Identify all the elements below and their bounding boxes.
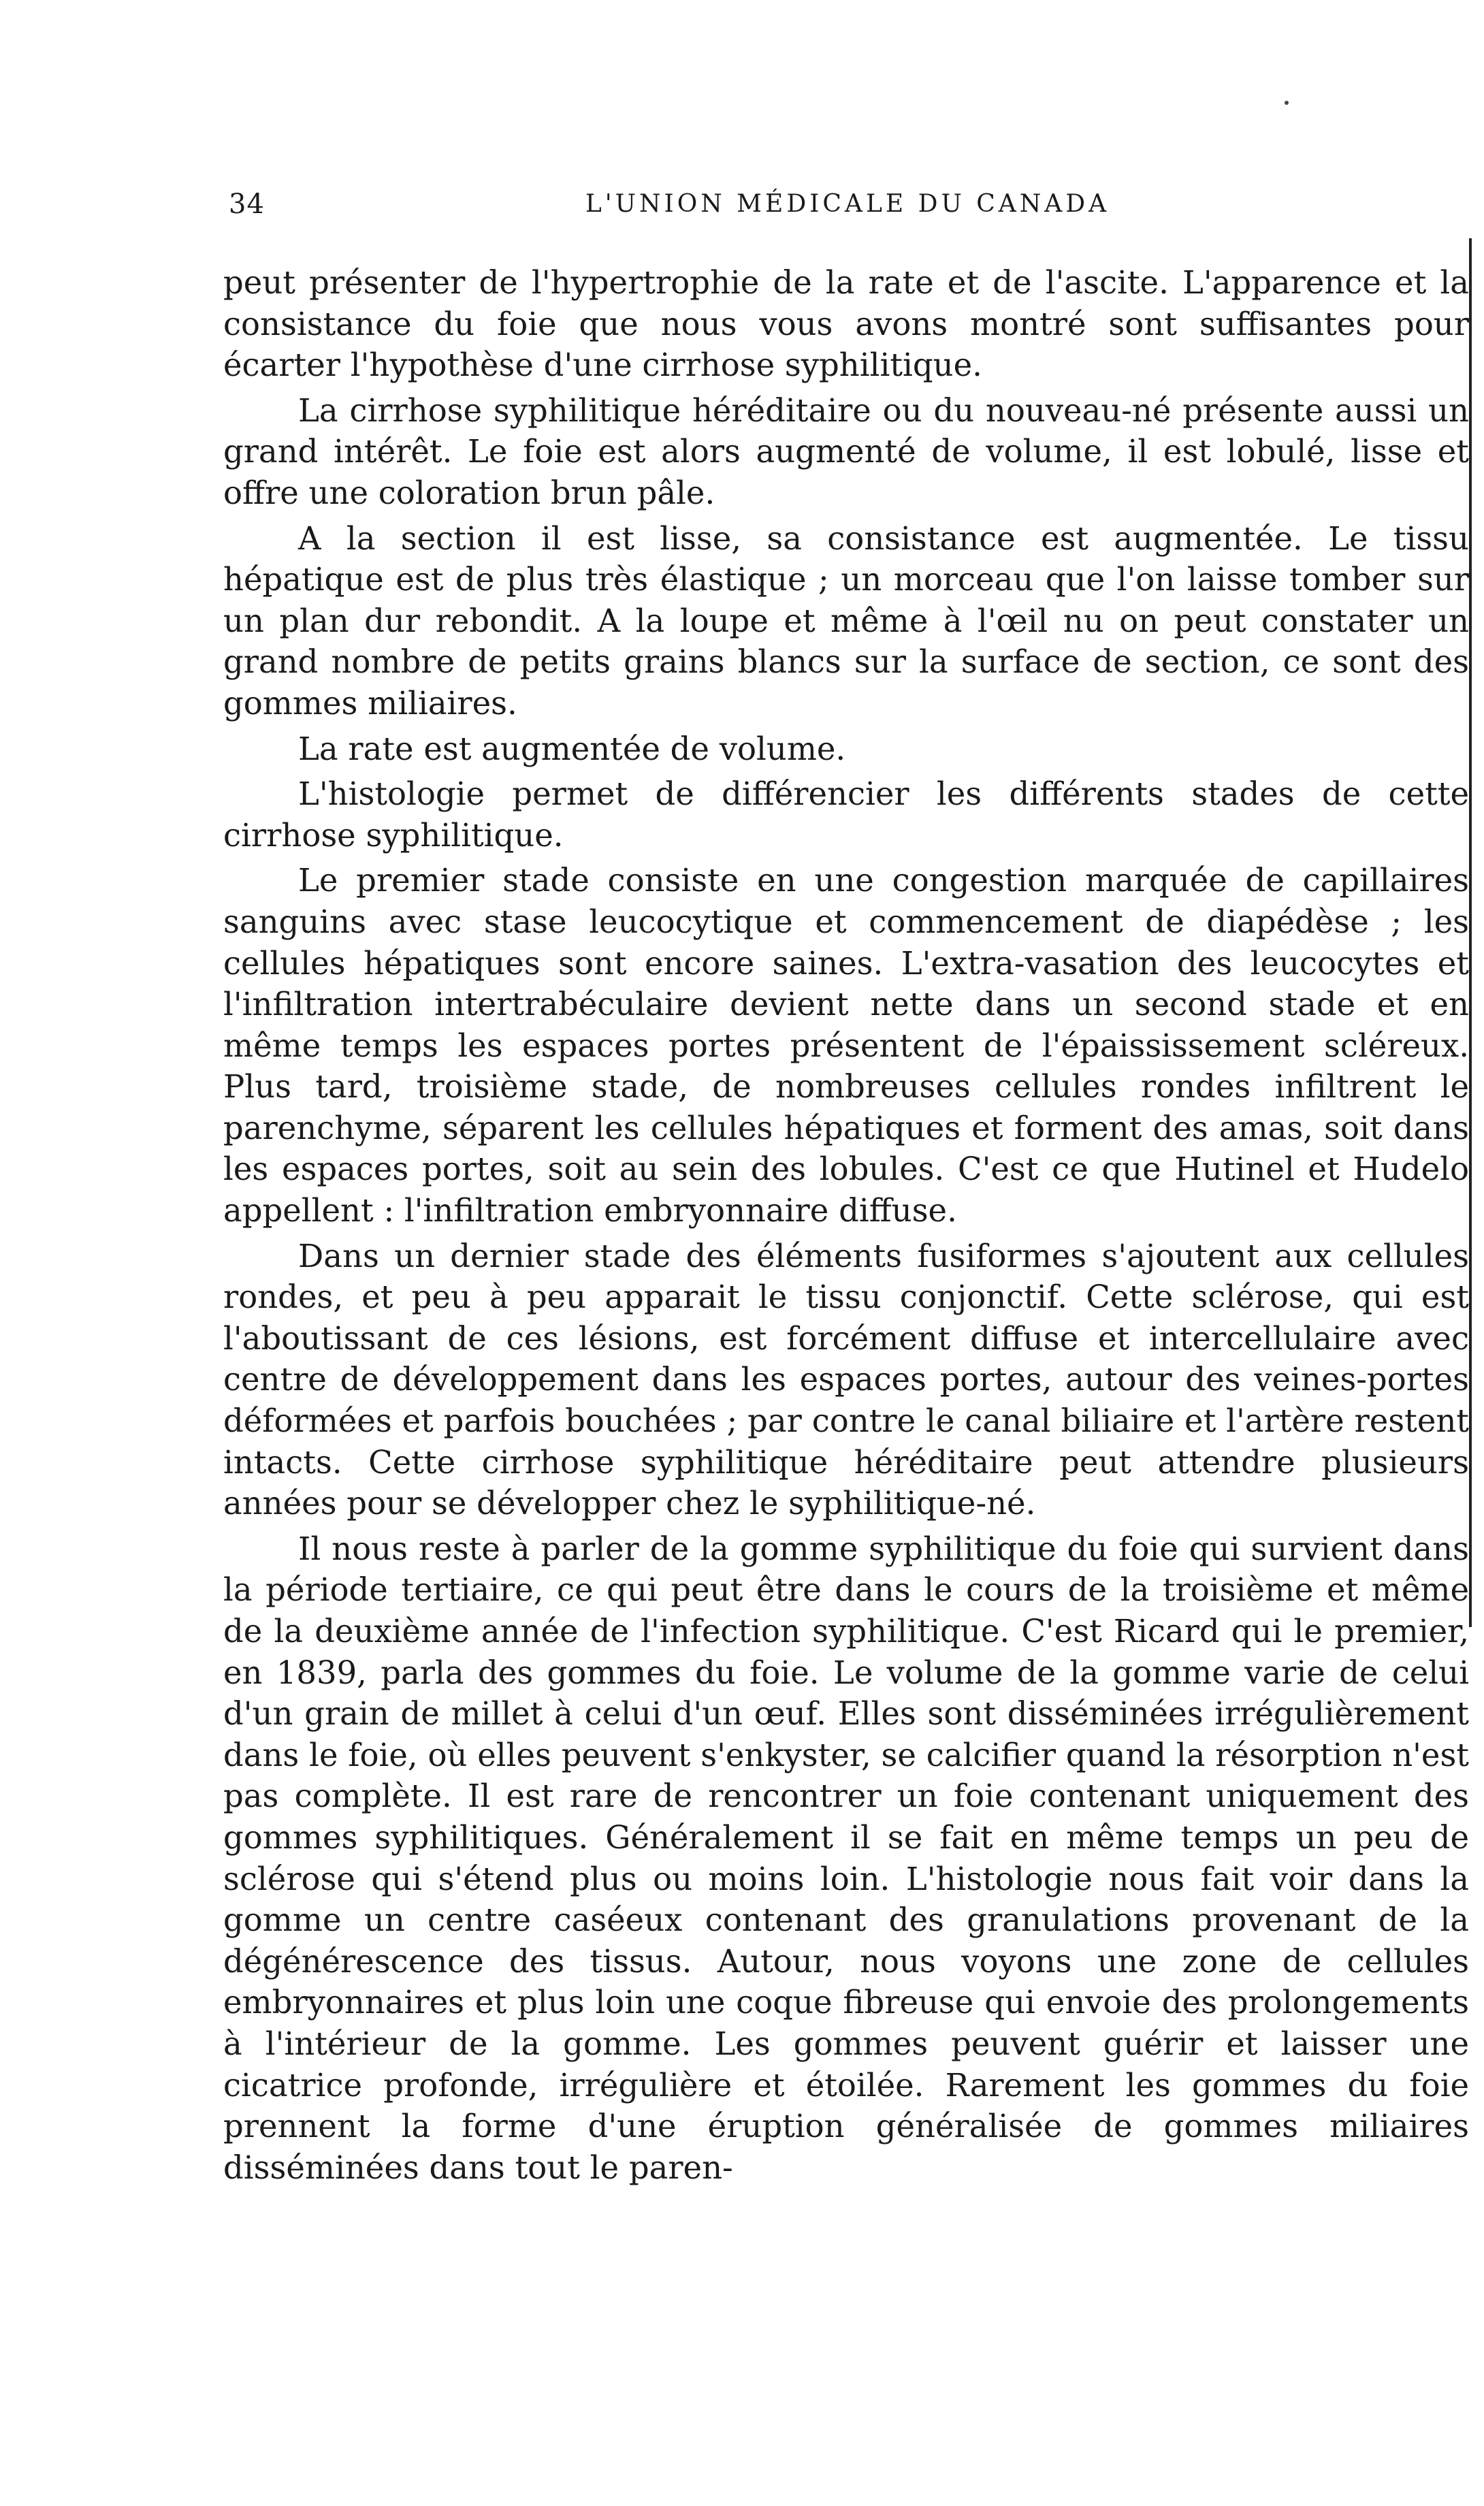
running-title: L'UNION MÉDICALE DU CANADA xyxy=(585,190,1110,218)
print-speck xyxy=(1285,101,1289,105)
paragraph: La cirrhose syphilitique héréditaire ou du nouveau-né présente aussi un grand intérêt. Le foie est alors augmenté de volume, il est lobulé, lisse et offre une coloration brun pâle. xyxy=(223,391,1469,511)
paragraph: Dans un dernier stade des éléments fusiformes s'ajoutent aux cellules rondes, et peu à peu apparait le tissu conjonctif. Cette sclérose, qui est l'aboutissant de ces lésions, est forcément diffuse et intercellulaire avec centre de développement dans les espaces portes, autour des veines-portes déformées et parfois bouchées ; par contre le canal biliaire et l'artère restent intacts. Cette cirrhose syphilitique héréditaire peut attendre plusieurs années pour se développer chez le syphilitique-né. xyxy=(223,1237,1469,1522)
paragraph: Le premier stade consiste en une congestion marquée de capillaires sanguins avec stase leucocytique et commencement de diapédèse ; les cellules hépatiques sont encore saines. L'extra-vasation des leucocytes et l'infiltration intertrabéculaire devient nette dans un second stade et en même temps les espaces portes présentent de l'épaississement scléreux. Plus tard, troisième stade, de nombreuses cellules rondes infiltrent le parenchyme, séparent les cellules hépatiques et forment des amas, soit dans les espaces portes, soit au sein des lobules. C'est ce que Hutinel et Hudelo appellent : l'infiltration embryonnaire diffuse. xyxy=(223,862,1469,1230)
page-header xyxy=(229,184,1466,225)
margin-rule xyxy=(1469,238,1472,1627)
paragraph: peut présenter de l'hypertrophie de la rate et de l'ascite. L'apparence et la consistance du foie que nous vous avons montré sont suffisantes pour écarter l'hypothèse d'une cirrhose syphilitique. xyxy=(223,264,1469,384)
paragraph: La rate est augmentée de volume. xyxy=(298,730,846,767)
paragraph: A la section il est lisse, sa consistance est augmentée. Le tissu hépatique est de plus très élastique ; un morceau que l'on laisse tomber sur un plan dur rebondit. A la loupe et même à l'œil nu on peut constater un grand nombre de petits grains blancs sur la surface de section, ce sont des gommes miliaires. xyxy=(223,519,1469,722)
page-number: 34 xyxy=(229,189,265,220)
body-text xyxy=(223,262,1469,2188)
paragraph: L'histologie permet de différencier les différents stades de cette cirrhose syphilitique. xyxy=(223,775,1469,854)
paragraph: Il nous reste à parler de la gomme syphilitique du foie qui survient dans la période tertiaire, ce qui peut être dans le cours de la troisième et même de la deuxième année de l'infection syphilitique. C'est Ricard qui le premier, en 1839, parla des gommes du foie. Le volume de la gomme varie de celui d'un grain de millet à celui d'un œuf. Elles sont disséminées irrégulièrement dans le foie, où elles peuvent s'enkyster, se calcifier quand la résorption n'est pas complète. Il est rare de rencontrer un foie contenant uniquement des gommes syphilitiques. Généralement il se fait en même temps un peu de sclérose qui s'étend plus ou moins loin. L'histologie nous fait voir dans la gomme un centre caséeux contenant des granulations provenant de la dégénérescence des tissus. Autour, nous voyons une zone de cellules embryonnaires et plus loin une coque fibreuse qui envoie des prolongements à l'intérieur de la gomme. Les gommes peuvent guérir et laisser une cicatrice profonde, irrégulière et étoilée. Rarement les gommes du foie prennent la forme d'une éruption généralisée de gommes miliaires disséminées dans tout le paren- xyxy=(223,1530,1469,2186)
